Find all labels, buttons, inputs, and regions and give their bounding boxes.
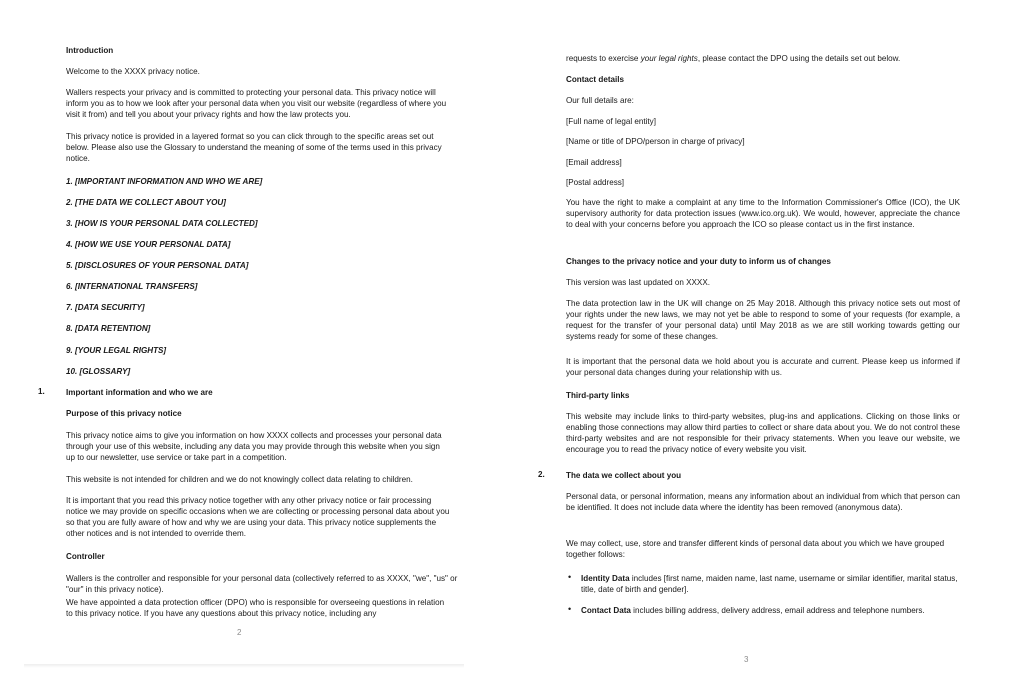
section-2-number: 2. <box>538 470 545 479</box>
toc-item-4[interactable]: 4. [HOW WE USE YOUR PERSONAL DATA] <box>66 240 231 249</box>
purpose-paragraph: This privacy notice aims to give you information on how XXXX collects and processes your personal data through your use of this website, including any data you may provide through this website when you sign up to our newsletter, use service or take part in a competition. <box>66 431 442 463</box>
detail-postal: [Postal address] <box>566 178 625 187</box>
contact-data-item: Contact Data includes billing address, delivery address, email address and telephone numbers. <box>581 606 925 615</box>
detail-legal-entity: [Full name of legal entity] <box>566 117 656 126</box>
collect-paragraph: We may collect, use, store and transfer different kinds of personal data about you which we have grouped together follows: <box>566 539 945 560</box>
detail-dpo-name: [Name or title of DPO/person in charge of privacy] <box>566 137 745 146</box>
third-party-heading: Third-party links <box>566 391 630 400</box>
personal-data-paragraph: Personal data, or personal information, means any information about an individual from which that person can be identified. It does not include data where the identity has been removed (anonymous data). <box>566 492 960 513</box>
third-party-paragraph: This website may include links to third-party websites, plug-ins and applications. Clicking on those links or enabling those connections may allow third parties to collect or share data about you. We do not control these third-party websites and are not responsible for their privacy statements. When you leave our website, we encourage you to read the privacy notice of every website you visit. <box>566 412 960 455</box>
toc-item-10[interactable]: 10. [GLOSSARY] <box>66 367 131 376</box>
toc-item-1[interactable]: 1. [IMPORTANT INFORMATION AND WHO WE ARE] <box>66 177 263 186</box>
section-1-heading: Important information and who we are <box>66 388 213 397</box>
bullet-dot: • <box>568 572 572 582</box>
toc-item-6[interactable]: 6. [INTERNATIONAL TRANSFERS] <box>66 282 198 291</box>
toc-item-2[interactable]: 2. [THE DATA WE COLLECT ABOUT YOU] <box>66 198 226 207</box>
full-details-text: Our full details are: <box>566 96 634 105</box>
dpo-paragraph: We have appointed a data protection officer (DPO) who is responsible for overseeing questions in relation to this privacy notice. If you have any questions about this privacy notice, including any <box>66 598 445 619</box>
toc-item-8[interactable]: 8. [DATA RETENTION] <box>66 324 151 333</box>
bullet-dot: • <box>568 604 572 614</box>
toc-item-7[interactable]: 7. [DATA SECURITY] <box>66 303 145 312</box>
ico-paragraph: You have the right to make a complaint at any time to the Information Commissioner's Office (ICO), the UK supervisory authority for data protection issues (www.ico.org.uk). We would, however, appreciate the chance to deal with your concerns before you approach the ICO so please contact us in the first instance. <box>566 198 960 230</box>
page-number-2: 2 <box>237 628 242 637</box>
intro-heading: Introduction <box>66 46 114 55</box>
page-edge <box>24 664 464 668</box>
identity-data-item: Identity Data includes [first name, maiden name, last name, username or similar identifier, marital status, title, date of birth and gender]. <box>581 574 958 595</box>
document-page-2 <box>0 0 480 683</box>
respect-paragraph: Wallers respects your privacy and is committed to protecting your personal data. This privacy notice will inform you as to how we look after your personal data when you visit our website (regardless of where you visit it from) and tell you about your privacy rights and how the law protects you. <box>66 88 447 120</box>
law-paragraph: The data protection law in the UK will change on 25 May 2018. Although this privacy notice sets out most of your rights under the new laws, we may not yet be able to respond to some of your requests (for example, a request for the transfer of your personal data) until May 2018 as we are still working towards getting our systems ready for some of these changes. <box>566 299 960 342</box>
purpose-heading: Purpose of this privacy notice <box>66 409 182 418</box>
changes-heading: Changes to the privacy notice and your duty to inform us of changes <box>566 257 831 266</box>
toc-item-9[interactable]: 9. [YOUR LEGAL RIGHTS] <box>66 346 167 355</box>
document-page-3 <box>500 0 1024 683</box>
section-1-number: 1. <box>38 387 45 396</box>
page-number-3: 3 <box>744 655 749 664</box>
requests-line: requests to exercise your legal rights, please contact the DPO using the details set out below. <box>566 54 901 63</box>
welcome-text: Welcome to the XXXX privacy notice. <box>66 67 200 76</box>
controller-paragraph: Wallers is the controller and responsible for your personal data (collectively referred to as XXXX, "we", "us" or "our" in this privacy notice). <box>66 574 458 595</box>
toc-item-3[interactable]: 3. [HOW IS YOUR PERSONAL DATA COLLECTED] <box>66 219 258 228</box>
toc-item-5[interactable]: 5. [DISCLOSURES OF YOUR PERSONAL DATA] <box>66 261 249 270</box>
children-paragraph: This website is not intended for children and we do not knowingly collect data relating to children. <box>66 475 413 484</box>
important-paragraph: It is important that you read this privacy notice together with any other privacy notice or fair processing notice we may provide on specific occasions when we are collecting or processing personal data about you so that you are fully aware of how and why we are using your data. This privacy notice supplements the other notices and is not intended to override them. <box>66 496 450 539</box>
updated-text: This version was last updated on XXXX. <box>566 278 710 287</box>
accurate-paragraph: It is important that the personal data we hold about you is accurate and current. Please keep us informed if your personal data changes during your relationship with us. <box>566 357 960 378</box>
section-2-heading: The data we collect about you <box>566 471 682 480</box>
layered-paragraph: This privacy notice is provided in a layered format so you can click through to the specific areas set out below. Please also use the Glossary to understand the meaning of some of the terms used in this privacy notice. <box>66 132 442 164</box>
contact-heading: Contact details <box>566 75 625 84</box>
detail-email: [Email address] <box>566 158 622 167</box>
controller-heading: Controller <box>66 552 105 561</box>
legal-rights-link[interactable]: your legal rights <box>640 54 698 63</box>
